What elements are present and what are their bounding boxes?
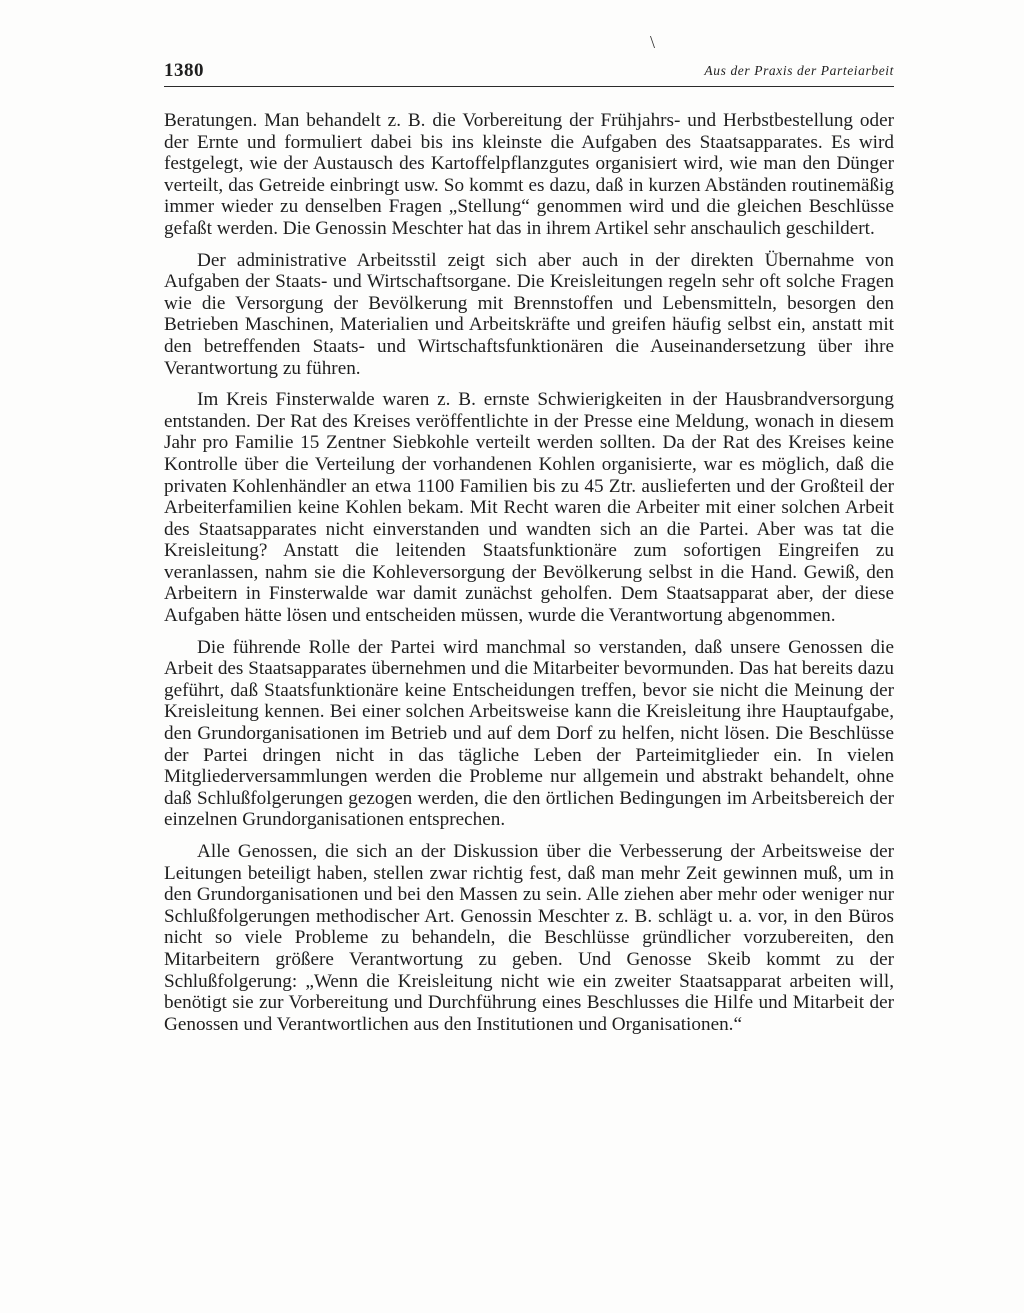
paragraph-5: Alle Genossen, die sich an der Diskussion über die Verbesserung der Arbeitsweise der Leitungen beteiligt haben, stellen zwar richtig fest, daß man mehr Zeit gewinnen muß, um in den Grundorganisationen und bei den Massen zu sein. Alle ziehen aber mehr oder weniger nur Schlußfolgerungen methodischer Art. Genossin Meschter z. B. schlägt u. a. vor, in den Büros nicht so viele Probleme zu behandeln, die Beschlüsse gründlicher vorzubereiten, den Mitarbeitern größere Verantwortung zu geben. Und Genosse Skeib kommt zu der Schlußfolgerung: „Wenn die Kreisleitung nicht wie ein zweiter Staatsapparat arbeiten will, benötigt sie zur Vorbereitung und Durchführung eines Beschlusses die Hilfe und Mitarbeit der Genossen und Verantwortlichen aus den Institutionen und Organisationen.“: [164, 841, 894, 1035]
stray-mark: \: [650, 32, 656, 52]
page-header: [164, 60, 894, 87]
paragraph-4: Die führende Rolle der Partei wird manchmal so verstanden, daß unsere Genossen die Arbeit des Staatsapparates übernehmen und die Mitarbeiter bevormunden. Das hat bereits dazu geführt, daß Staatsfunktionäre keine Entscheidungen treffen, bevor sie nicht die Meinung der Kreisleitung kennen. Bei einer solchen Arbeitsweise kann die Kreisleitung ihre Hauptaufgabe, den Grundorganisationen im Betrieb und auf dem Dorf zu helfen, nicht lösen. Die Beschlüsse der Partei dringen nicht in das tägliche Leben der Parteimitglieder ein. In vielen Mitgliederversammlungen werden die Probleme nur allgemein und abstrakt behandelt, ohne daß Schlußfolgerungen gezogen werden, die den örtlichen Bedingungen im Arbeitsbereich der einzelnen Grundorganisationen entsprechen.: [164, 636, 894, 831]
paragraph-2: Der administrative Arbeitsstil zeigt sich aber auch in der direkten Übernahme von Aufgaben der Staats- und Wirtschaftsorgane. Die Kreisleitungen regeln sehr oft solche Fragen wie die Versorgung der Bevölkerung mit Brennstoffen und Lebensmitteln, besorgen den Betrieben Maschinen, Materialien und Arbeitskräfte und greifen häufig selbst ein, anstatt mit den betreffenden Staats- und Wirtschaftsfunktionären die Auseinandersetzung über ihre Verantwortung zu führen.: [164, 249, 894, 379]
paragraph-1: Beratungen. Man behandelt z. B. die Vorbereitung der Frühjahrs- und Herbstbestellung oder der Ernte und formuliert dabei bis ins kleinste die Aufgaben des Staatsapparates. Es wird festgelegt, wie der Austausch des Kartoffelpflanzgutes organisiert wird, wie man den Dünger verteilt, das Getreide einbringt usw. So kommt es dazu, daß in kurzen Abständen routinemäßig immer wieder zu denselben Fragen „Stellung“ genommen wird und die gleichen Beschlüsse gefaßt werden. Die Genossin Meschter hat das in ihrem Artikel sehr anschaulich geschildert.: [164, 110, 894, 239]
page-number: 1380: [164, 60, 204, 81]
running-head: Aus der Praxis der Parteiarbeit: [704, 63, 894, 78]
body-text: [164, 110, 894, 1035]
paragraph-3: Im Kreis Finsterwalde waren z. B. ernste Schwierigkeiten in der Hausbrandversorgung entstanden. Der Rat des Kreises veröffentlichte in der Presse eine Meldung, wonach in diesem Jahr pro Familie 15 Zentner Siebkohle verteilt werden sollten. Da der Rat des Kreises keine Kontrolle über die Verteilung der vorhandenen Kohlen organisierte, war es möglich, daß die privaten Kohlenhändler an etwa 1100 Familien bis zu 45 Ztr. auslieferten und der Großteil der Arbeiterfamilien keine Kohlen bekam. Mit Recht waren die Arbeiter mit einer solchen Arbeit des Staatsapparates nicht einverstanden und wandten sich an die Partei. Aber was tat die Kreisleitung? Anstatt die leitenden Staatsfunktionäre zum sofortigen Eingreifen zu veranlassen, nahm sie die Kohleversorgung der Bevölkerung selbst in die Hand. Gewiß, den Arbeitern in Finsterwalde war damit zunächst geholfen. Dem Staatsapparat aber, der diese Aufgaben hätte lösen und entscheiden müssen, wurde die Verantwortung abgenommen.: [164, 389, 894, 627]
